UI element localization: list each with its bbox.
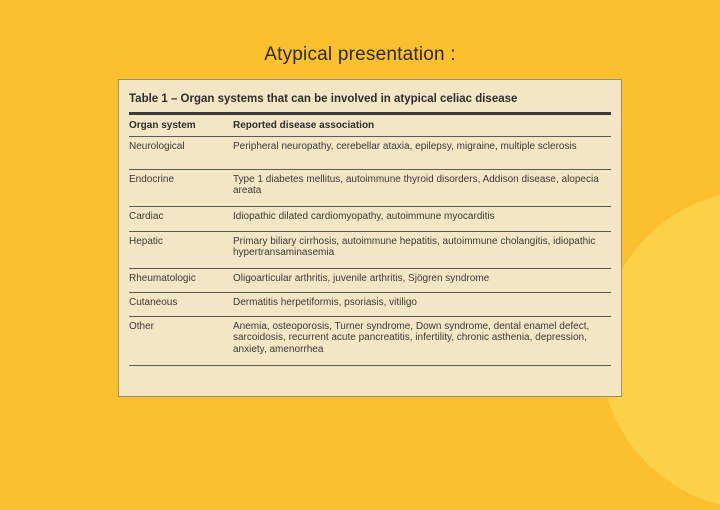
table-row	[129, 269, 611, 292]
table-row	[129, 170, 611, 206]
table-row	[129, 317, 611, 365]
table-row	[129, 232, 611, 268]
table-row	[129, 207, 611, 231]
column-header-organ-system: Organ system	[129, 120, 196, 131]
association-cell: Idiopathic dilated cardiomyopathy, autoimmune myocarditis	[233, 210, 495, 222]
organ-cell: Endocrine	[129, 173, 175, 185]
association-cell: Anemia, osteoporosis, Turner syndrome, Down syndrome, dental enamel defect, sarcoidosis, recurrent acute pancreatitis, infertility, chronic asthenia, depression, anxiety, amenorrhea	[233, 320, 590, 355]
table-header-row	[129, 115, 611, 136]
celiac-organ-table	[118, 79, 622, 397]
association-cell: Peripheral neuropathy, cerebellar ataxia, epilepsy, migraine, multiple sclerosis	[233, 140, 577, 152]
association-cell: Primary biliary cirrhosis, autoimmune hepatitis, autoimmune cholangitis, idiopathic hypertransaminasemia	[233, 235, 596, 258]
organ-cell: Cardiac	[129, 210, 164, 222]
organ-cell: Rheumatologic	[129, 272, 196, 284]
slide-title: Atypical presentation :	[264, 44, 456, 65]
table-row	[129, 137, 611, 169]
column-header-disease-association: Reported disease association	[233, 120, 375, 131]
table-caption: Table 1 – Organ systems that can be involved in atypical celiac disease	[129, 93, 518, 105]
organ-cell: Hepatic	[129, 235, 163, 247]
organ-cell: Other	[129, 320, 155, 332]
table-row	[129, 293, 611, 316]
association-cell: Type 1 diabetes mellitus, autoimmune thyroid disorders, Addison disease, alopecia areata	[233, 173, 599, 196]
organ-cell: Cutaneous	[129, 296, 178, 308]
table-bottom-rule	[129, 365, 611, 366]
organ-cell: Neurological	[129, 140, 185, 152]
association-cell: Dermatitis herpetiformis, psoriasis, vitiligo	[233, 296, 417, 308]
association-cell: Oligoarticular arthritis, juvenile arthritis, Sjögren syndrome	[233, 272, 490, 284]
